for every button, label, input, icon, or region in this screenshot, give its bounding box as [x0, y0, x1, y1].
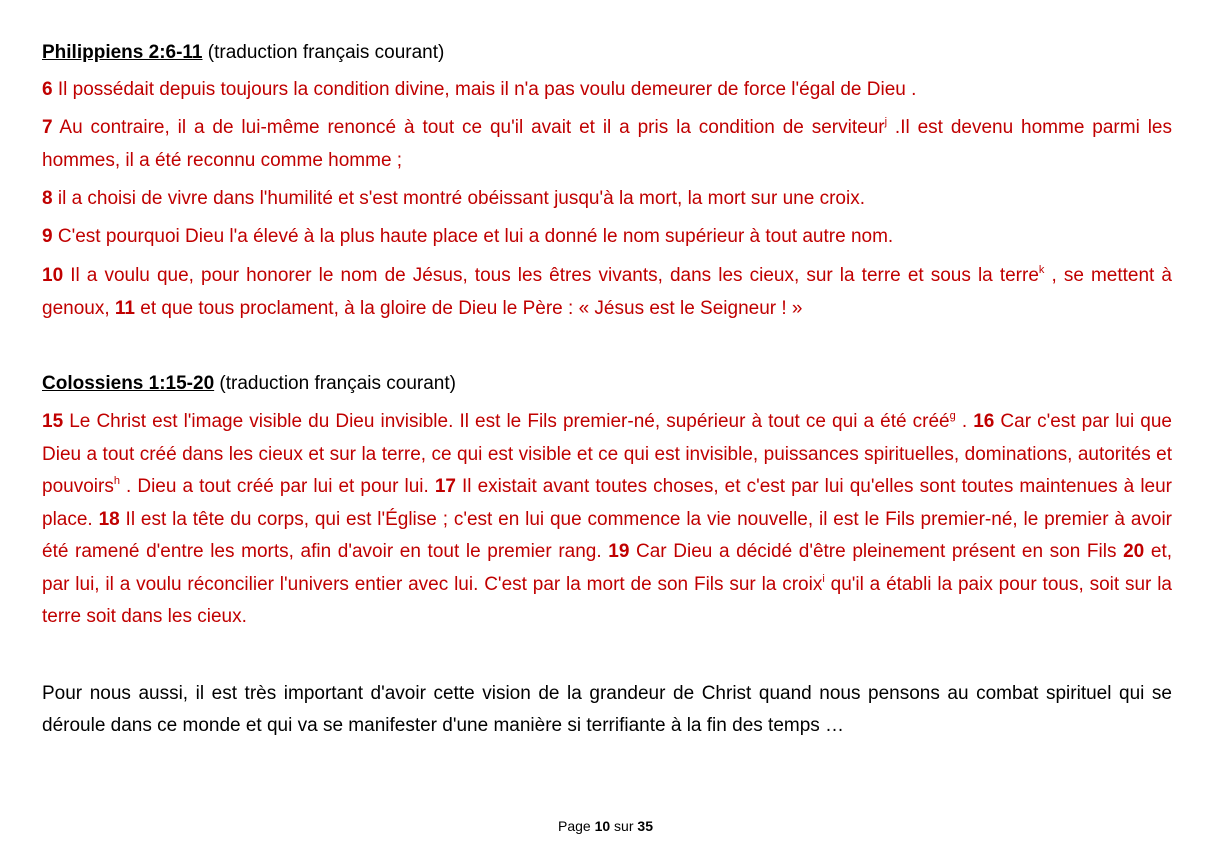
footnote-marker: h — [113, 475, 120, 487]
verse-number: 11 — [114, 297, 135, 319]
current-page: 10 — [594, 818, 611, 834]
verse-number: 7 — [42, 117, 53, 138]
verse-number: 20 — [1123, 541, 1145, 562]
verse-text: et que tous proclament, à la gloire de Dieu le Père : « Jésus est le Seigneur ! » — [135, 297, 803, 319]
verse-text: et, par lui, il a voulu réconcilier l'univers entier avec lui. C'est par la mort de son Fils sur la croix — [42, 541, 1173, 595]
colossiens-heading — [42, 371, 456, 397]
verse-10-11 — [42, 260, 1172, 325]
colossiens-translation: (traduction français courant) — [214, 373, 456, 394]
page-footer — [0, 816, 1211, 836]
verse-text: . — [955, 411, 974, 432]
footnote-marker: i — [822, 572, 825, 585]
verse-text: Il existait avant toutes choses, et c'est par lui qu'elles sont toutes maintenues à leur place. — [42, 476, 1172, 530]
verse-7 — [42, 112, 1172, 177]
verse-9 — [42, 221, 1172, 254]
verse-text: , se mettent à genoux, — [42, 265, 1172, 319]
verse-text: qu'il a établi la paix pour tous, soit sur la terre soit dans les cieux. — [42, 573, 1173, 627]
colossiens-passage — [42, 406, 1172, 634]
verse-8 — [42, 183, 1172, 216]
verse-text: . Dieu a tout créé par lui et pour lui. — [119, 476, 435, 497]
verse-text: C'est pourquoi Dieu l'a élevé à la plus haute place et lui a donné le nom supérieur à tout autre nom. — [52, 226, 894, 247]
verse-number: 8 — [42, 188, 53, 209]
closing-paragraph: Pour nous aussi, il est très important d'avoir cette vision de la grandeur de Christ quand nous pensons au combat spirituel qui se déroule dans ce monde et qui va se manifester d'une manière si terrifiante à la fin des temps … — [42, 683, 1172, 736]
verse-number: 18 — [98, 508, 120, 530]
verse-text: Il possédait depuis toujours la condition divine, mais il n'a pas voulu demeurer de force l'égal de Dieu . — [52, 79, 917, 100]
verse-text: Car c'est par lui que Dieu a tout créé dans les cieux et sur la terre, ce qui est visible et ce qui est invisible, puissances spirituelles, dominations, autorités et pouvoirs — [42, 411, 1173, 497]
verse-6 — [42, 74, 1172, 107]
verse-number: 10 — [42, 265, 64, 286]
philippiens-heading — [42, 40, 444, 66]
philippiens-translation: (traduction français courant) — [202, 42, 445, 63]
philippiens-reference: Philippiens 2:6-11 — [42, 42, 203, 63]
footer-middle: sur — [610, 818, 638, 834]
footer-prefix: Page — [558, 818, 595, 834]
colossiens-reference: Colossiens 1:15-20 — [42, 373, 215, 394]
verse-text: Car Dieu a décidé d'être pleinement présent en son Fils — [629, 541, 1124, 562]
verse-text: Il est la tête du corps, qui est l'Église ; c'est en lui que commence la vie nouvelle, il est le Fils premier-né, le premier à avoir été ramené d'entre les morts, afin d'avoir en tout le premier rang. — [42, 508, 1172, 562]
verse-text: Le Christ est l'image visible du Dieu invisible. Il est le Fils premier-né, supérieur à tout ce qui a été créé — [63, 411, 950, 432]
verse-number: 6 — [42, 79, 53, 100]
verse-number: 9 — [42, 226, 53, 247]
verse-text: .Il est devenu homme parmi les hommes, il a été reconnu comme homme ; — [42, 117, 1172, 171]
verse-text: Au contraire, il a de lui-même renoncé à tout ce qu'il avait et il a pris la condition de serviteur — [52, 117, 885, 138]
verse-number: 19 — [608, 541, 630, 562]
footnote-marker: j — [884, 116, 888, 128]
footnote-marker: k — [1038, 264, 1045, 276]
footnote-marker: g — [949, 410, 956, 422]
verse-number: 17 — [434, 476, 456, 497]
verse-text: il a choisi de vivre dans l'humilité et s'est montré obéissant jusqu'à la mort, la mort sur une croix. — [52, 188, 865, 209]
verse-number: 16 — [973, 411, 995, 432]
verse-text: Il a voulu que, pour honorer le nom de Jésus, tous les êtres vivants, dans les cieux, sur la terre et sous la terre — [63, 265, 1039, 286]
total-pages: 35 — [637, 818, 653, 834]
verse-number: 15 — [42, 411, 64, 432]
